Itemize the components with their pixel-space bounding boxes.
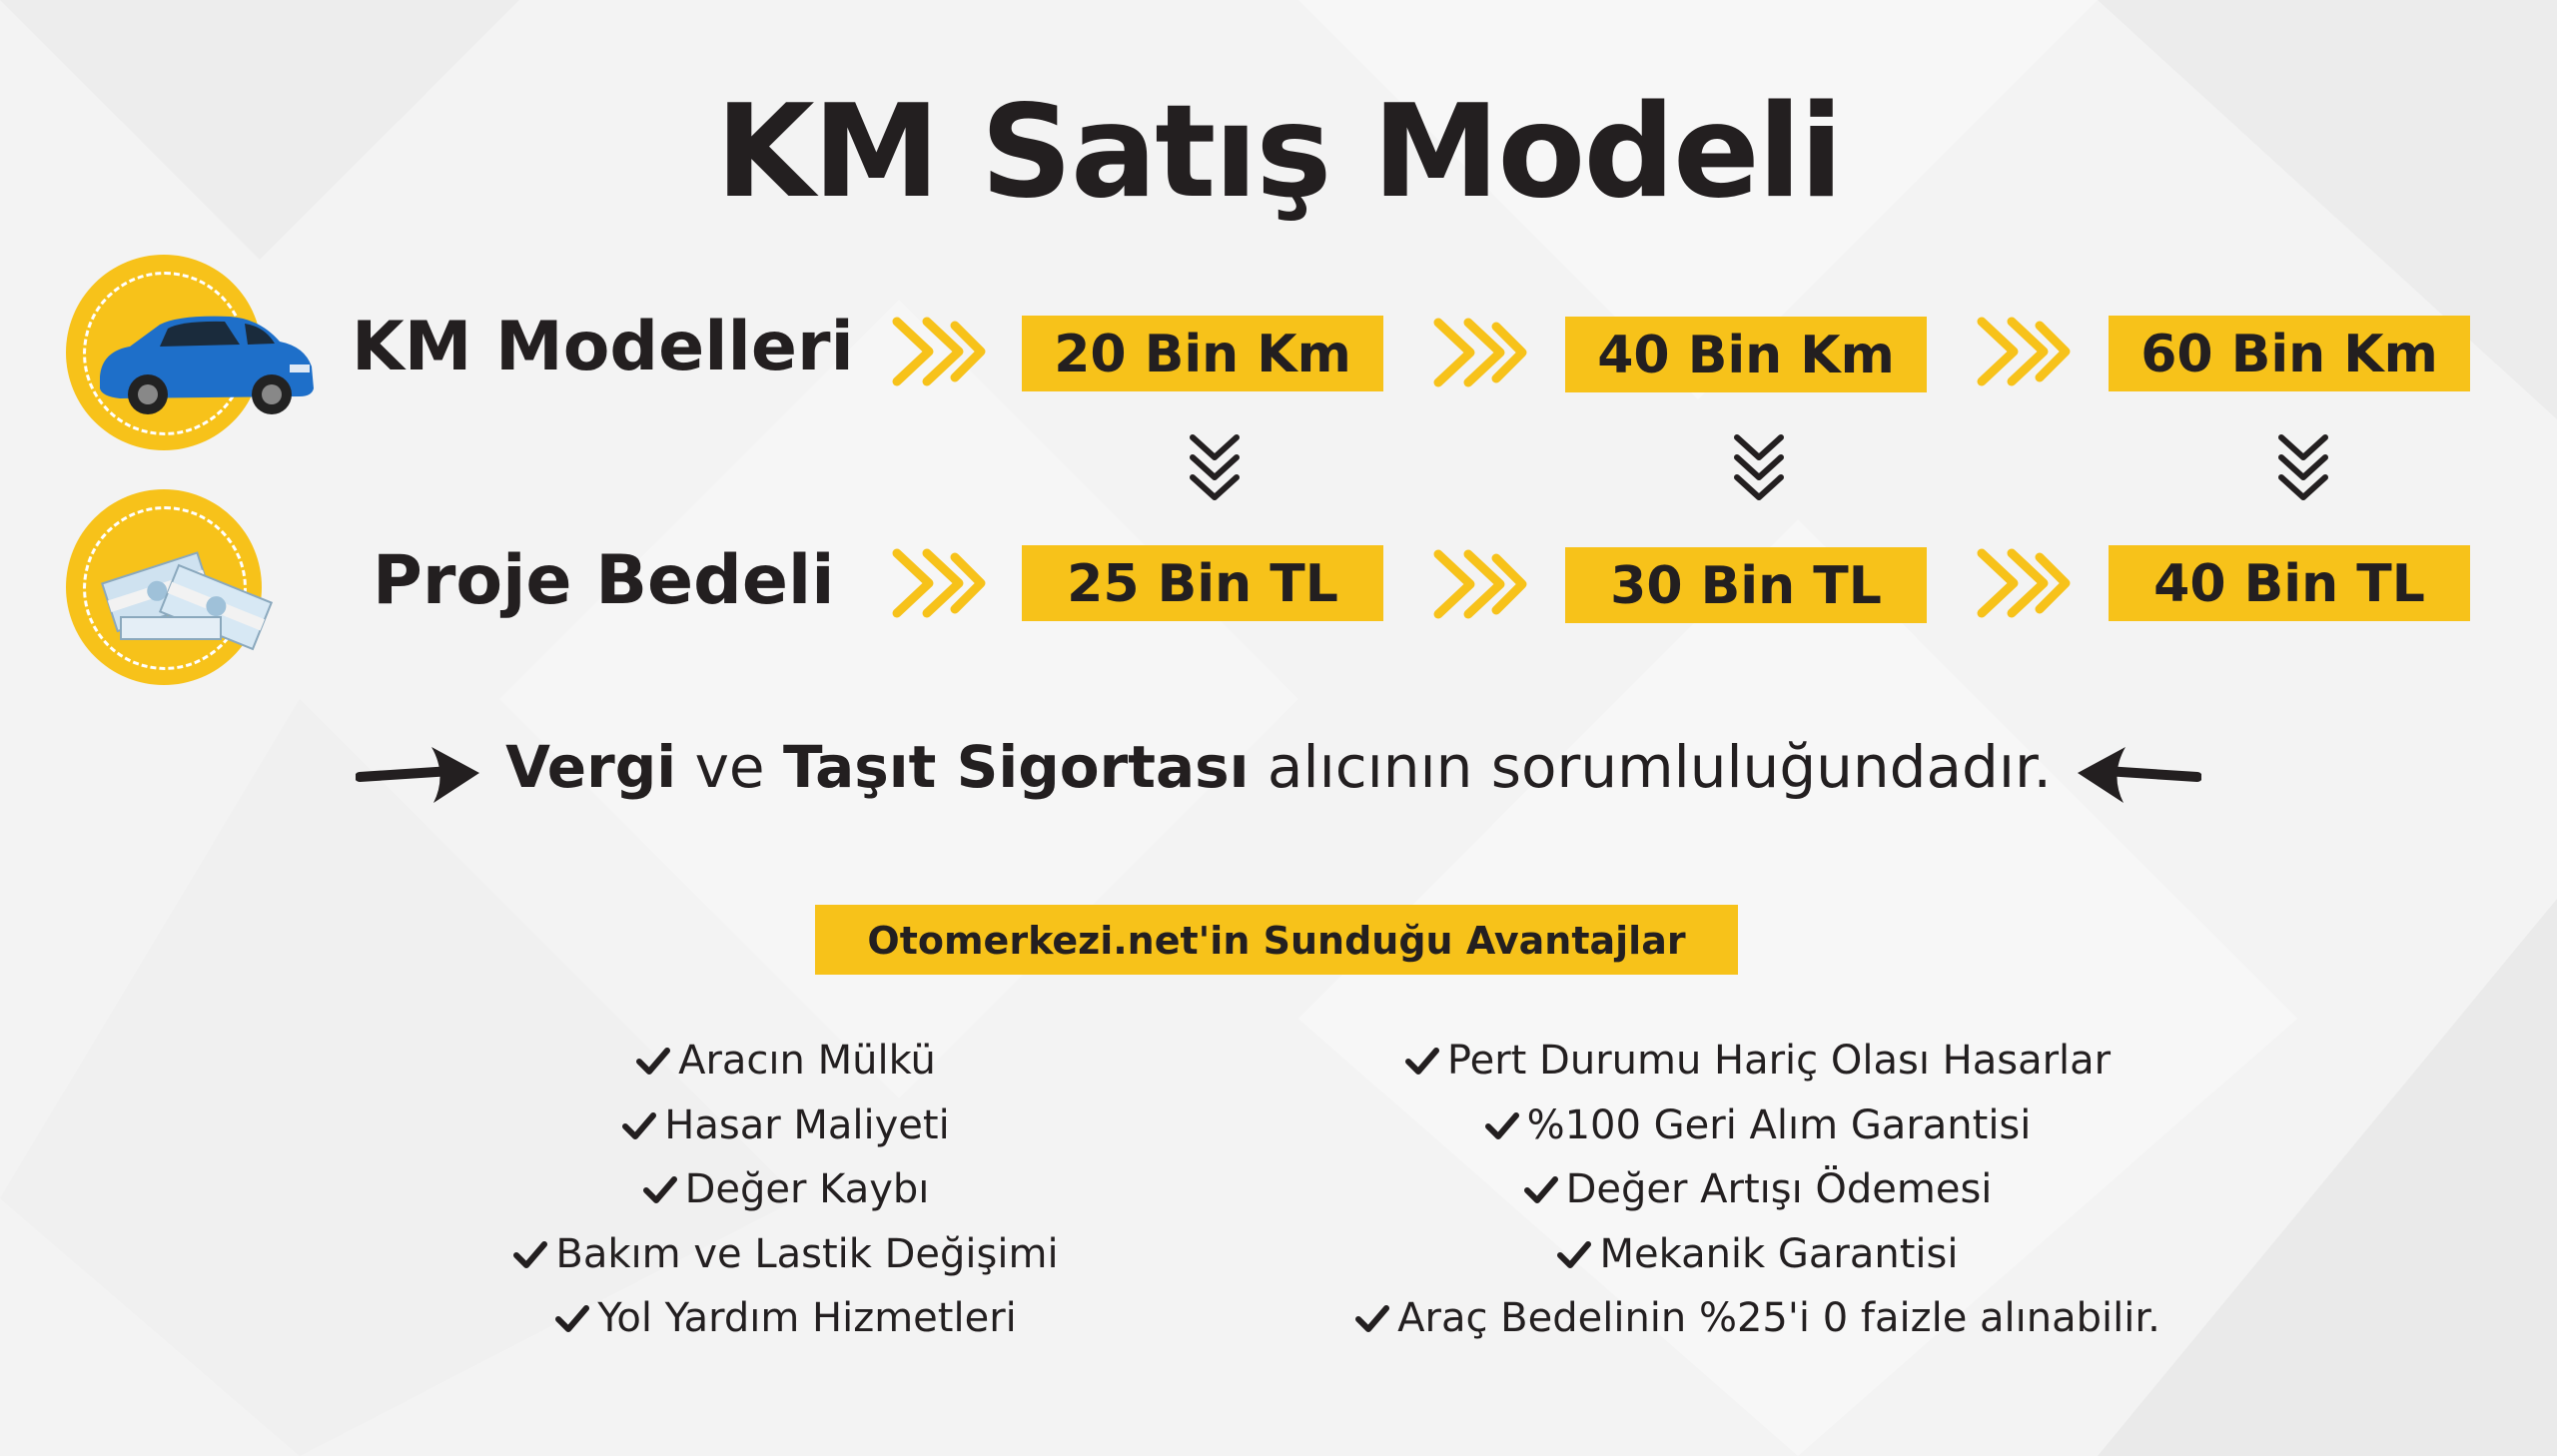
double-chevron-right-icon [889,543,989,623]
list-item-label: Pert Durumu Hariç Olası Hasarlar [1446,1038,2112,1084]
note-connector: ve [694,733,765,801]
double-chevron-right-icon [889,312,989,391]
check-icon [643,1174,677,1204]
list-item-label: Hasar Maliyeti [664,1101,950,1148]
price-pill-2: 30 Bin TL [1565,547,1927,623]
check-icon [622,1110,656,1140]
list-item [337,1093,1236,1158]
list-item-label: Değer Artışı Ödemesi [1565,1166,1993,1212]
list-item [337,1029,1236,1093]
check-icon [1524,1174,1558,1204]
note-bold-vergi: Vergi [505,733,677,801]
list-item [1308,1029,2207,1093]
price-pill-1: 25 Bin TL [1022,545,1383,621]
list-item [1308,1157,2207,1222]
price-pill-3: 40 Bin TL [2109,545,2470,621]
list-item-label: Değer Kaybı [684,1166,930,1212]
list-item [1308,1286,2207,1351]
note-bold-sigorta: Taşıt Sigortası [783,733,1250,801]
list-item-label: %100 Geri Alım Garantisi [1526,1101,2032,1148]
double-chevron-right-icon [1430,313,1530,392]
car-icon-badge [66,255,262,450]
advantages-heading: Otomerkezi.net'in Sunduğu Avantajlar [815,905,1738,975]
page-title: KM Satış Modeli [715,78,1842,227]
arrow-left-icon [2072,739,2201,809]
list-item [337,1222,1236,1287]
list-item-label: Mekanik Garantisi [1599,1230,1959,1277]
advantages-list-right [1308,1029,2207,1351]
list-item [1308,1222,2207,1287]
check-icon [1405,1046,1439,1076]
double-chevron-right-icon [1430,544,1530,624]
list-item [337,1157,1236,1222]
km-pill-1: 20 Bin Km [1022,316,1383,391]
list-item-label: Yol Yardım Hizmetleri [597,1295,1017,1341]
double-chevron-down-icon [2273,431,2333,507]
check-icon [636,1046,670,1076]
list-item [1308,1093,2207,1158]
advantages-list-left [337,1029,1236,1351]
check-icon [1485,1110,1519,1140]
check-icon [1557,1239,1591,1269]
check-icon [555,1303,589,1333]
check-icon [513,1239,547,1269]
list-item [337,1286,1236,1351]
double-chevron-down-icon [1185,431,1245,507]
double-chevron-right-icon [1974,543,2074,623]
row-label-price: Proje Bedeli [373,541,835,620]
check-icon [1355,1303,1389,1333]
km-pill-2: 40 Bin Km [1565,317,1927,392]
row-label-km: KM Modelleri [352,308,854,386]
double-chevron-down-icon [1729,431,1789,507]
list-item-label: Bakım ve Lastik Değişimi [555,1230,1059,1277]
note-rest: alıcının sorumluluğundadır. [1267,733,2052,801]
money-stack-icon [96,527,276,657]
money-icon-badge [66,489,262,685]
km-pill-3: 60 Bin Km [2109,316,2470,391]
double-chevron-right-icon [1974,312,2074,391]
list-item-label: Aracın Mülkü [678,1038,936,1084]
list-item-label: Araç Bedelinin %25'i 0 faizle alınabilir. [1397,1295,2160,1341]
car-icon [90,297,320,426]
